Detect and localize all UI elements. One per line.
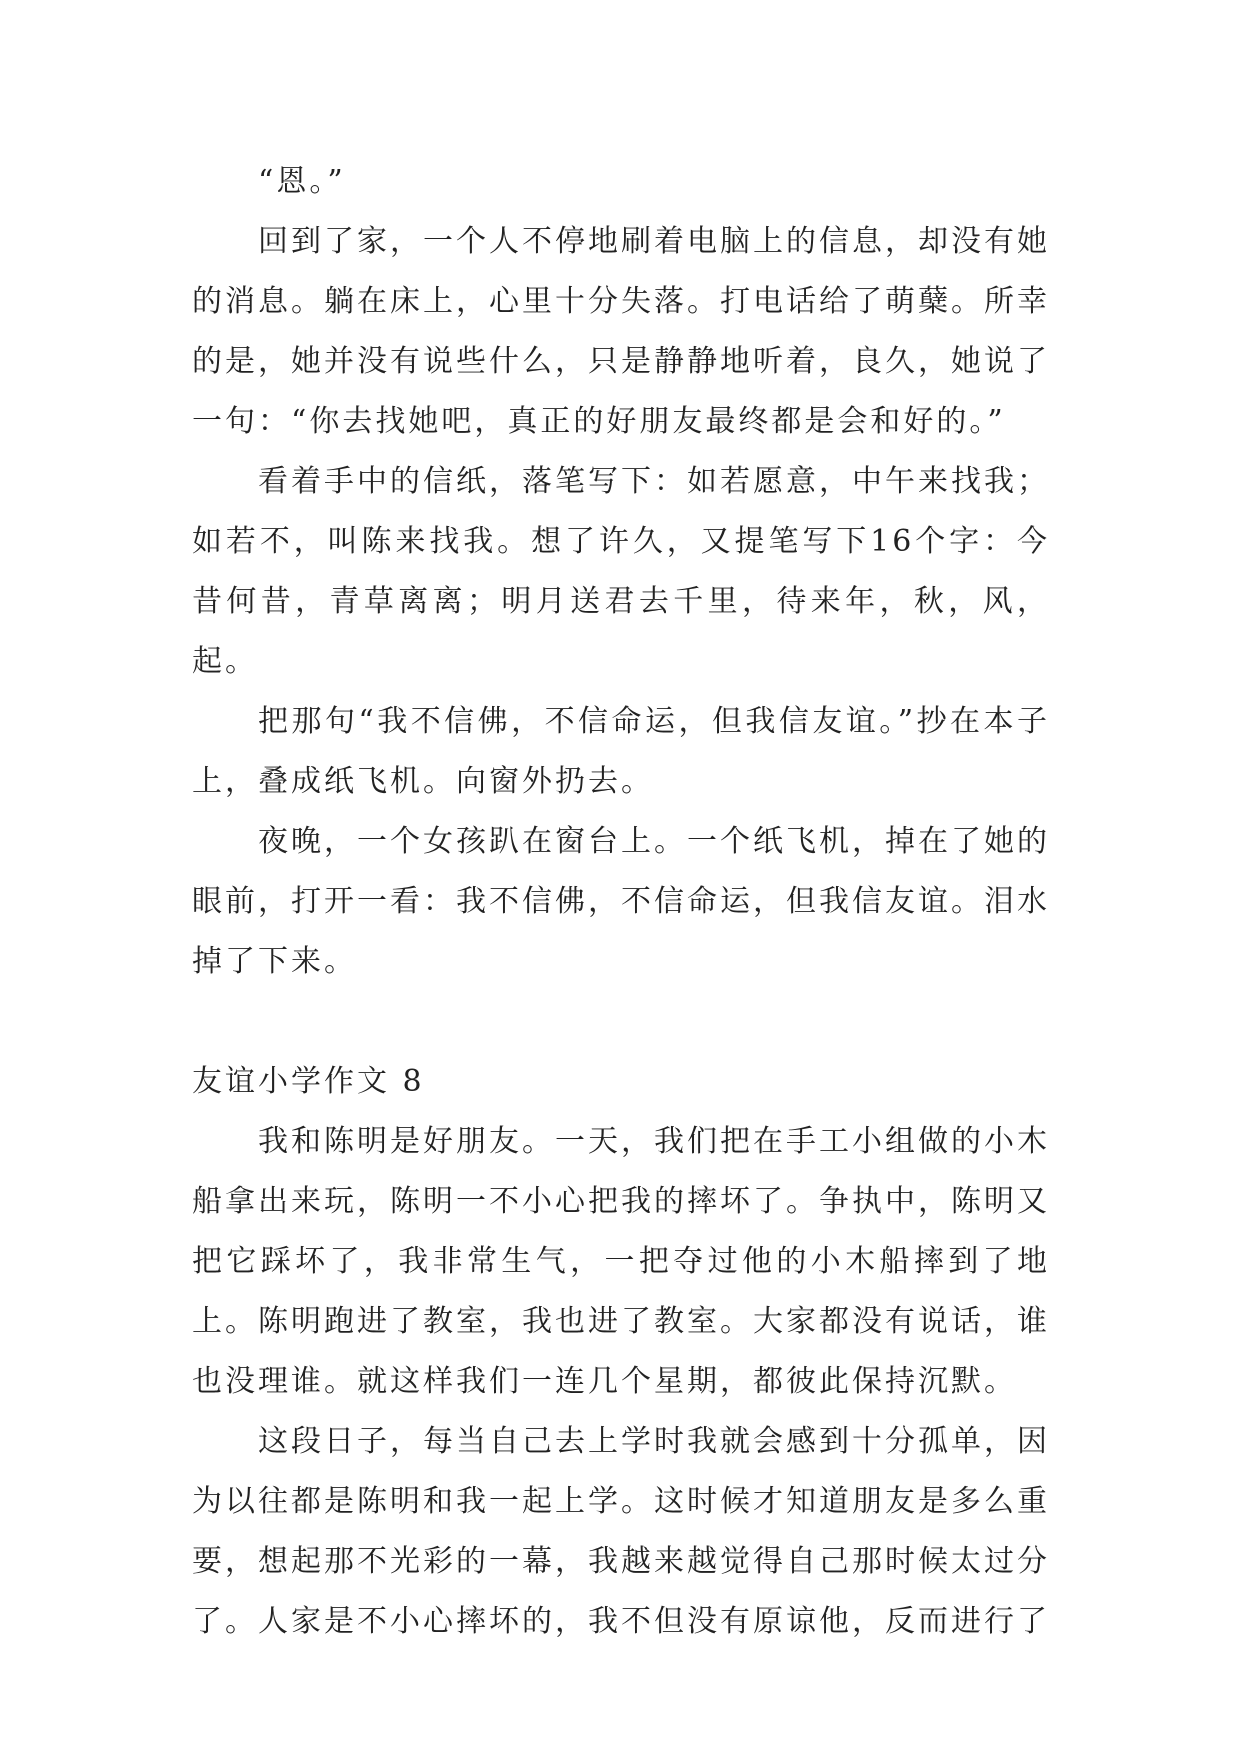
paragraph: 看着手中的信纸，落笔写下：如若愿意，中午来找我；如若不，叫陈来找我。想了许久，又提笔写下16个字：今昔何昔，青草离离；明月送君去千里，待来年，秋，风，起。 bbox=[192, 464, 1050, 679]
paragraph: 把那句“我不信佛，不信命运，但我信友谊。”抄在本子上，叠成纸飞机。向窗外扔去。 bbox=[192, 704, 1050, 799]
paragraph: 我和陈明是好朋友。一天，我们把在手工小组做的小木船拿出来玩，陈明一不小心把我的摔坏了。争执中，陈明又把它踩坏了，我非常生气，一把夺过他的小木船摔到了地上。陈明跑进了教室，我也进了教室。大家都没有说话，谁也没理谁。就这样我们一连几个星期，都彼此保持沉默。 bbox=[192, 1124, 1050, 1399]
paragraph: 夜晚，一个女孩趴在窗台上。一个纸飞机，掉在了她的眼前，打开一看：我不信佛，不信命运，但我信友谊。泪水掉了下来。 bbox=[192, 824, 1050, 979]
document-body bbox=[192, 152, 1050, 1652]
paragraph: “恩。” bbox=[258, 164, 346, 199]
paragraph: 这段日子，每当自己去上学时我就会感到十分孤单，因为以往都是陈明和我一起上学。这时候才知道朋友是多么重要，想起那不光彩的一幕，我越来越觉得自己那时候太过分了。人家是不小心摔坏的，我不但没有原谅他，反而进行了 bbox=[192, 1424, 1050, 1639]
paragraph: 回到了家，一个人不停地刷着电脑上的信息，却没有她的消息。躺在床上，心里十分失落。打电话给了萌蘖。所幸的是，她并没有说些什么，只是静静地听着，良久，她说了一句：“你去找她吧，真正的好朋友最终都是会和好的。” bbox=[192, 224, 1050, 439]
section-title: 友谊小学作文 8 bbox=[192, 1064, 425, 1099]
